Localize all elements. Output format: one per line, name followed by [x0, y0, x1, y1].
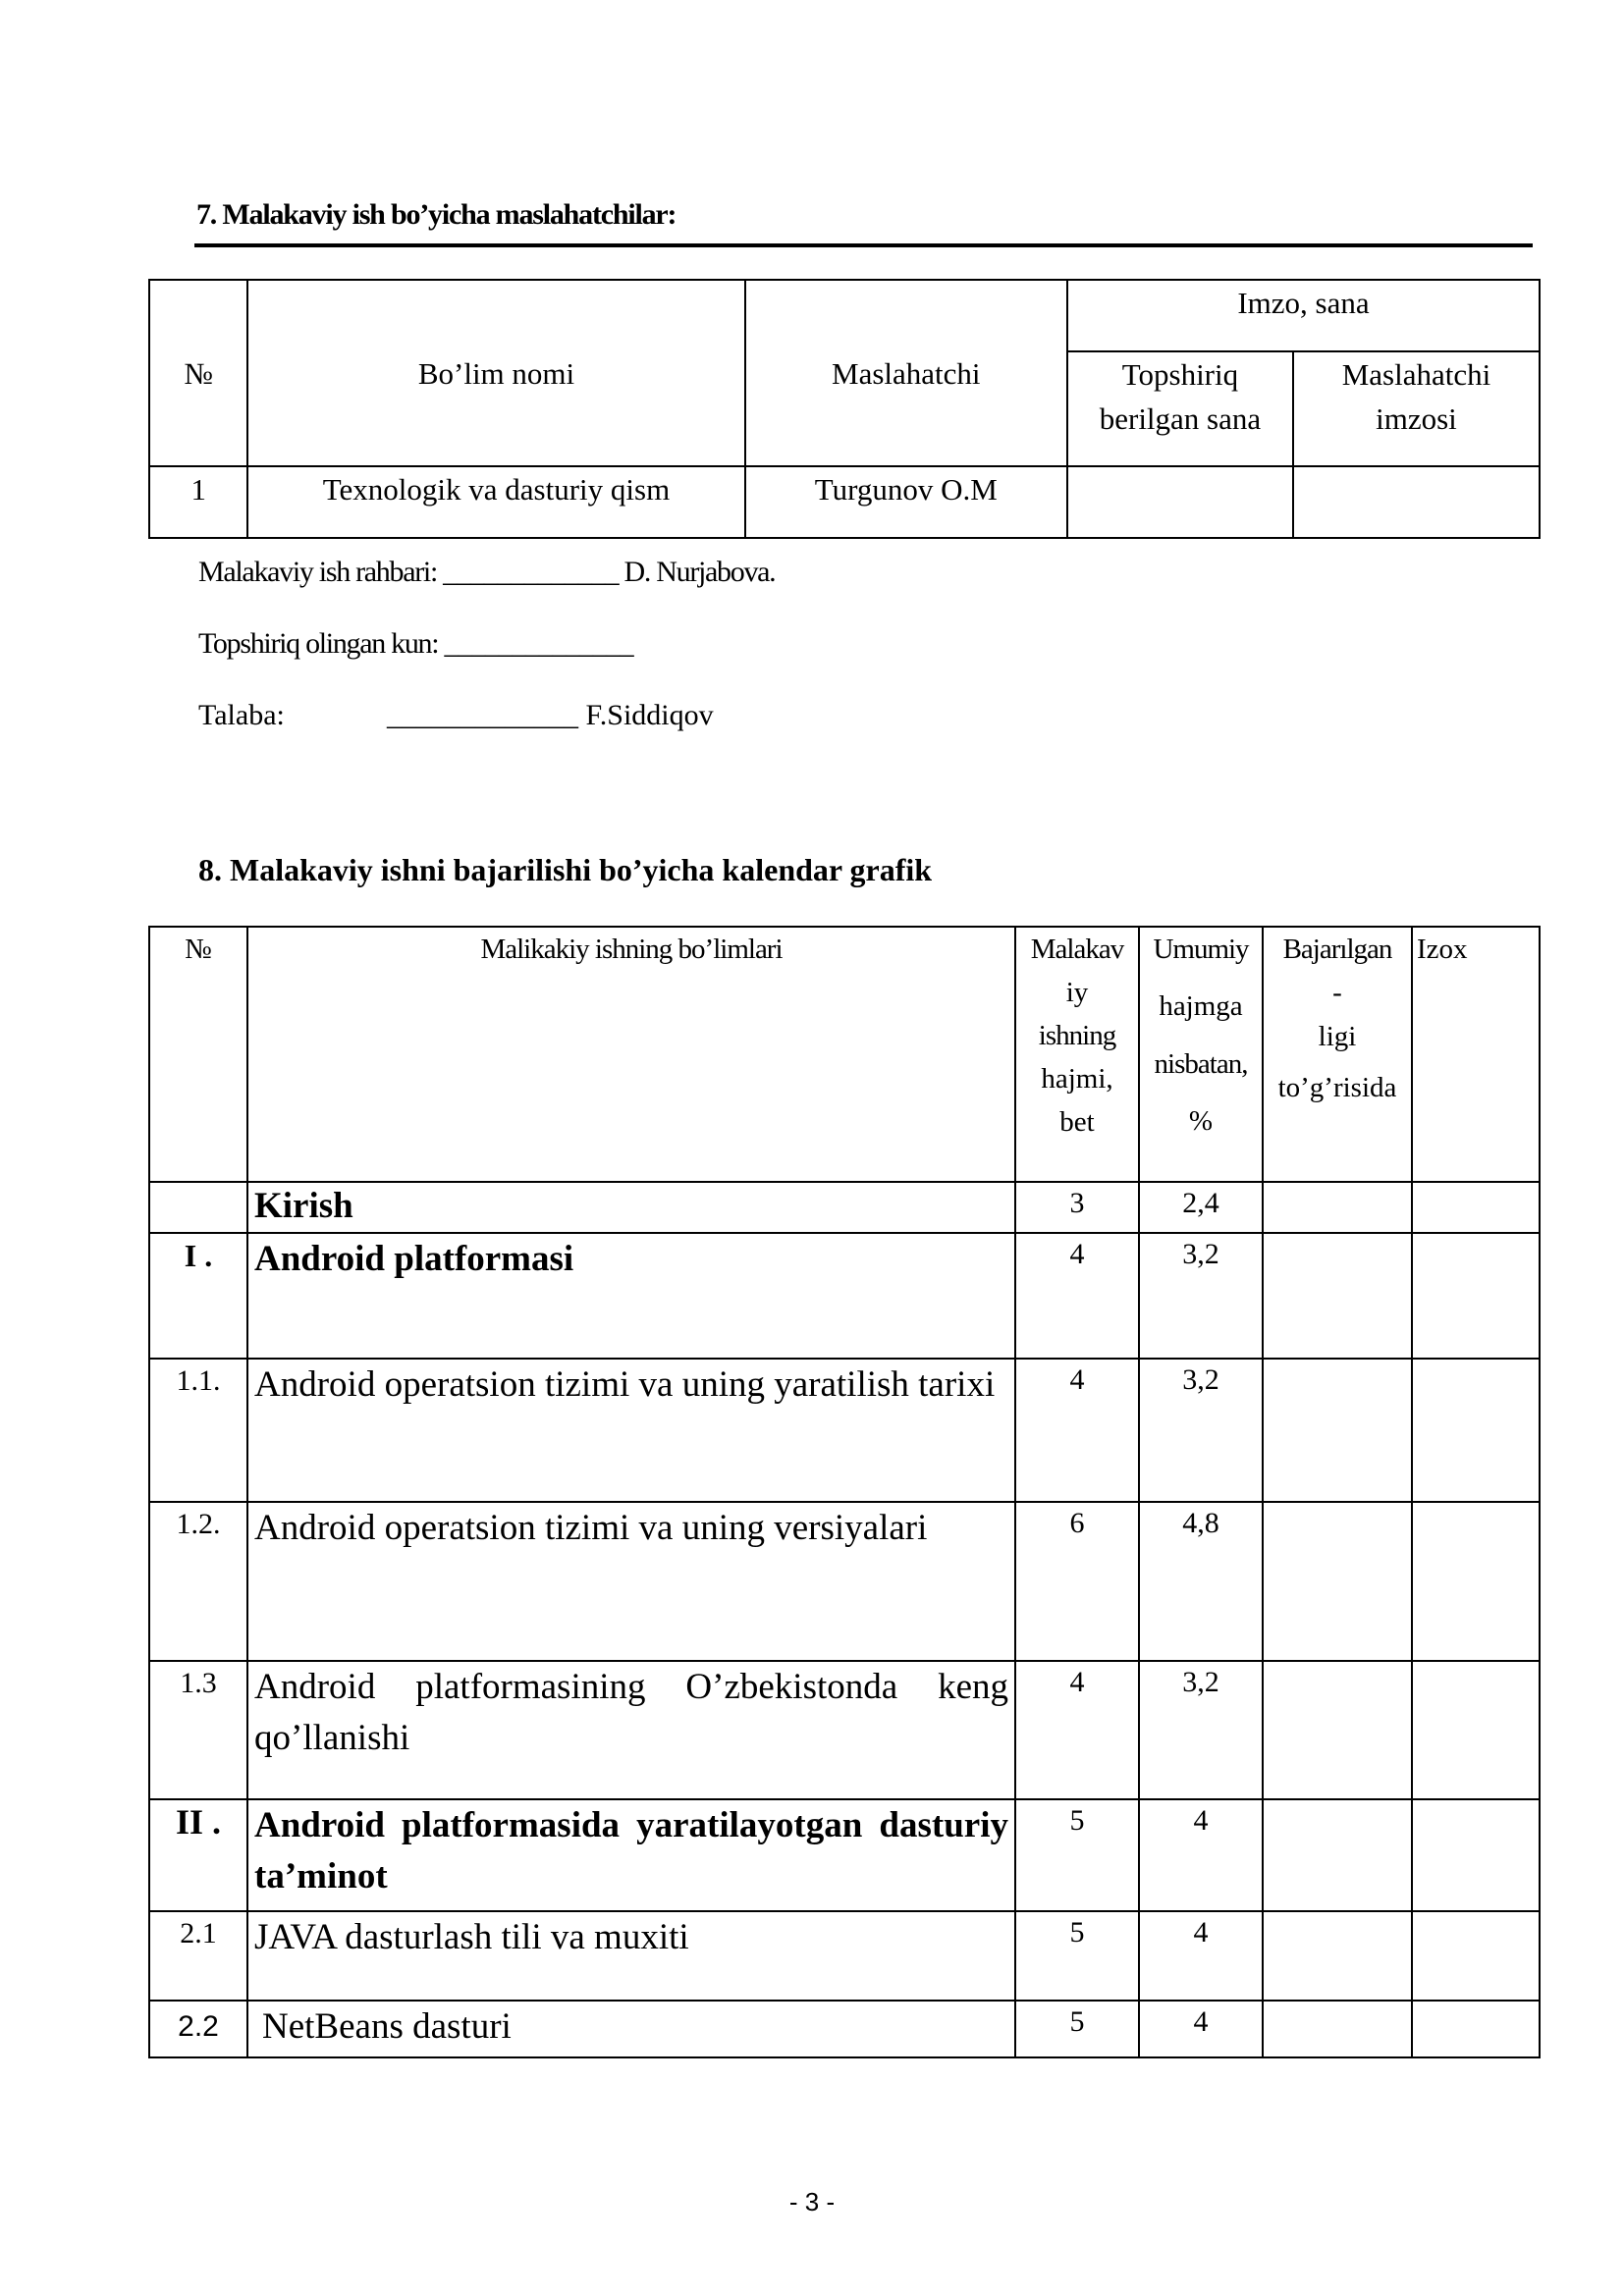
row-percent: 3,2 — [1139, 1359, 1263, 1502]
row-title: NetBeans dasturi — [247, 2001, 1015, 2057]
schedule-header-no: № — [149, 927, 247, 1182]
advisors-row-section: Texnologik va dasturiy qism — [247, 466, 744, 538]
row-pages: 6 — [1015, 1502, 1139, 1661]
advisors-header-section: Bo’lim nomi — [247, 280, 744, 466]
heading-underline — [194, 243, 1533, 247]
row-number: II . — [149, 1799, 247, 1911]
row-note — [1412, 1911, 1540, 2001]
row-done — [1263, 1911, 1412, 2001]
row-pages: 5 — [1015, 2001, 1139, 2057]
row-note — [1412, 1502, 1540, 1661]
advisors-row-task-given — [1067, 466, 1293, 538]
student-value: _____________ F.Siddiqov — [387, 699, 714, 731]
done-line-3: ligi — [1318, 1021, 1357, 1052]
row-percent: 2,4 — [1139, 1182, 1263, 1233]
row-pages: 4 — [1015, 1359, 1139, 1502]
volume-line-5: bet — [1059, 1106, 1095, 1138]
advisors-header-task-given: Topshiriq berilgan sana — [1067, 351, 1293, 466]
advisors-row-advisor: Turgunov O.M — [745, 466, 1067, 538]
schedule-header-parts: Malikakiy ishning bo’limlari — [247, 927, 1015, 1182]
schedule-header-volume — [1015, 927, 1139, 1182]
volume-line-3: ishning — [1038, 1020, 1116, 1051]
row-done — [1263, 2001, 1412, 2057]
row-percent: 4 — [1139, 1799, 1263, 1911]
advisors-header-advisor: Maslahatchi — [745, 280, 1067, 466]
done-line-1: Bajarılgan — [1282, 934, 1392, 965]
row-done — [1263, 1661, 1412, 1799]
row-number: 1.3 — [149, 1661, 247, 1799]
row-pages: 5 — [1015, 1911, 1139, 2001]
row-title: Android operatsion tizimi va uning versiyalari — [247, 1502, 1015, 1661]
received-date-line: Topshiriq olingan kun: ______________ — [198, 627, 633, 660]
row-percent: 4,8 — [1139, 1502, 1263, 1661]
advisors-row-advisor-sign — [1293, 466, 1540, 538]
row-pages: 4 — [1015, 1233, 1139, 1359]
row-pages: 5 — [1015, 1799, 1139, 1911]
page-number: - 3 - — [788, 2187, 836, 2216]
percent-line-3: nisbatan, — [1154, 1048, 1248, 1080]
row-note — [1412, 1182, 1540, 1233]
row-note — [1412, 1661, 1540, 1799]
row-number: 2.1 — [149, 1911, 247, 2001]
student-label: Talaba: — [198, 699, 285, 731]
row-title: Android operatsion tizimi va uning yaratilish tarixi — [247, 1359, 1015, 1502]
row-done — [1263, 1182, 1412, 1233]
row-note — [1412, 2001, 1540, 2057]
supervisor-line: Malakaviy ish rahbari: _____________ D. Nurjabova. — [198, 556, 776, 588]
row-number: 1.1. — [149, 1359, 247, 1502]
row-done — [1263, 1502, 1412, 1661]
row-percent: 3,2 — [1139, 1661, 1263, 1799]
row-number: I . — [149, 1233, 247, 1359]
row-done — [1263, 1359, 1412, 1502]
row-number: 1.2. — [149, 1502, 247, 1661]
row-note — [1412, 1799, 1540, 1911]
row-done — [1263, 1799, 1412, 1911]
row-title: Android platformasi — [247, 1233, 1015, 1359]
row-number: 2.2 — [149, 2001, 247, 2057]
done-line-4: to’g’risida — [1277, 1072, 1397, 1103]
volume-line-2: iy — [1065, 977, 1089, 1008]
advisors-header-sign-date: Imzo, sana — [1067, 280, 1540, 351]
advisors-header-advisor-sign: Maslahatchi imzosi — [1293, 351, 1540, 466]
row-percent: 4 — [1139, 2001, 1263, 2057]
advisors-table — [148, 279, 1541, 539]
row-percent: 3,2 — [1139, 1233, 1263, 1359]
row-percent: 4 — [1139, 1911, 1263, 2001]
schedule-header-done — [1263, 927, 1412, 1182]
done-line-2: - — [1332, 977, 1342, 1008]
volume-line-4: hajmi, — [1041, 1063, 1113, 1095]
percent-line-2: hajmga — [1159, 990, 1243, 1022]
row-pages: 3 — [1015, 1182, 1139, 1233]
row-number — [149, 1182, 247, 1233]
calendar-schedule-table — [148, 926, 1541, 2058]
row-title: Kirish — [247, 1182, 1015, 1233]
row-pages: 4 — [1015, 1661, 1139, 1799]
advisors-row-no: 1 — [149, 466, 247, 538]
row-note — [1412, 1233, 1540, 1359]
row-title: JAVA dasturlash tili va muxiti — [247, 1911, 1015, 2001]
row-note — [1412, 1359, 1540, 1502]
row-title: Android platformasida yaratilayotgan dasturiy ta’minot — [247, 1799, 1015, 1911]
row-title: Android platformasining O’zbekistonda keng qo’llanishi — [247, 1661, 1015, 1799]
percent-line-4: % — [1188, 1105, 1214, 1137]
section-8-heading: 8. Malakaviy ishni bajarilishi bo’yicha kalendar grafik — [198, 852, 933, 887]
schedule-header-percent — [1139, 927, 1263, 1182]
percent-line-1: Umumiy — [1153, 934, 1249, 965]
schedule-header-note: Izox — [1412, 927, 1540, 1182]
section-7-heading: 7. Malakaviy ish bo’yicha maslahatchilar: — [196, 198, 677, 231]
row-done — [1263, 1233, 1412, 1359]
volume-line-1: Malakav — [1030, 934, 1124, 965]
advisors-header-no: № — [149, 280, 247, 466]
